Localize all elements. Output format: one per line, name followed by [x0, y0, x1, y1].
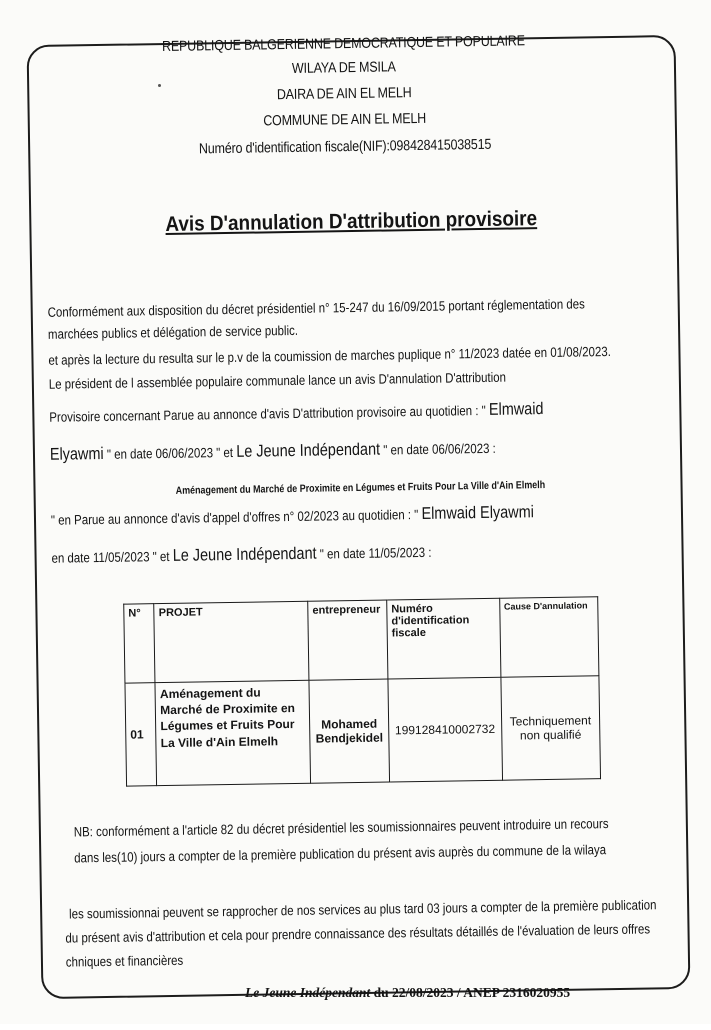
publication-footer: [245, 985, 570, 1001]
cell-cause: Techniquement non qualifié: [501, 676, 601, 781]
header-commune: COMMUNE DE AIN EL MELH: [263, 110, 427, 130]
body-line-6: [50, 438, 496, 465]
col-header-nif: Numéro d'identification fiscale: [387, 598, 501, 679]
body-line-3: et après la lecture du resulta sur le p.v de la coumission de marches puplique n° 11/2023 datée en 01/08/2023.: [48, 343, 611, 368]
col-header-cause: Cause D'annulation: [499, 597, 599, 678]
body-line-5-text: Provisoire concernant Parue au annonce d'avis D'attribution provisoire au quotidien : ": [49, 402, 486, 425]
cell-projet: Aménagement du Marché de Proximite en Légumes et Fruits Pour La Ville d'Ain Elmelh: [155, 680, 310, 785]
newspaper-name: Le Jeune Indépendant: [172, 543, 317, 565]
body-line-8-text: en date 11/05/2023 " et: [51, 548, 170, 566]
header-republic: REPUBLIQUE BALGERIENNE DEMOCRATIQUE ET POPULAIRE: [161, 33, 525, 55]
col-header-entrepreneur: entrepreneur: [308, 600, 388, 680]
col-header-projet: PROJET: [154, 601, 309, 682]
nb-line-2: dans les(10) jours a compter de la première publication du présent avis auprès du commune de la wilaya: [74, 842, 607, 866]
notice-title: Avis D'annulation D'attribution provisoire: [165, 207, 538, 236]
newspaper-name: Le Jeune Indépendant: [236, 439, 381, 461]
table-row: [125, 676, 601, 786]
project-name: Aménagement du Marché de Proximite en Légumes et Fruits Pour La Ville d'Ain Elmelh: [175, 479, 546, 497]
body-line-8: [51, 542, 431, 568]
info-line-2: du présent avis d'attribution et cela pour prendre connaissance des résultats détaillés de l'évaluation de leurs offres: [65, 921, 651, 946]
body-line-8-date: " en date 11/05/2023 :: [319, 544, 432, 562]
cell-entrepreneur: Mohamed Bendjekidel: [309, 679, 389, 783]
info-line-3: chniques et financières: [65, 952, 184, 970]
table-header-row: [124, 597, 599, 683]
footer-ref: du 22/08/2023 / ANEP 2316020955: [373, 985, 571, 1000]
col-header-no: N°: [124, 604, 156, 683]
body-line-1: Conformément aux disposition du décret présidentiel n° 15-247 du 16/09/2015 portant réglementation des: [47, 296, 585, 320]
nb-line-1: NB: conformément a l'article 82 du décret présidentiel les soumissionnaires peuvent introduire un recours: [73, 816, 609, 840]
cell-no: 01: [125, 683, 157, 786]
footer-newspaper: Le Jeune Indépendant: [245, 985, 371, 1000]
body-line-7: [51, 502, 534, 530]
newspaper-name: Elmwaid Elyawmi: [421, 502, 535, 523]
header-nif: Numéro d'identification fiscale(NIF):098428415038515: [198, 136, 492, 158]
body-line-5: [49, 399, 544, 427]
body-line-2: marchées publics et délégation de service public.: [47, 322, 299, 342]
newspaper-name: Elyawmi: [49, 443, 104, 464]
body-line-7-text: " en Parue au annonce d'avis d'appel d'offres n° 02/2023 au quotidien : ": [50, 507, 419, 528]
body-line-6-date: " en date 06/06/2023 :: [383, 440, 496, 458]
header-wilaya: WILAYA DE MSILA: [291, 59, 396, 77]
annulation-table: [123, 596, 601, 786]
body-line-4: Le président de l assemblée populaire communale lance un avis D'annulation D'attribution: [48, 369, 507, 392]
header-daira: DAIRA DE AIN EL MELH: [276, 85, 412, 104]
cell-nif: 199128410002732: [388, 677, 502, 782]
body-line-6-text: " en date 06/06/2023 " et: [106, 444, 234, 462]
newspaper-name: Elmwaid: [488, 399, 544, 419]
info-line-1: les soumissionnai peuvent se rapprocher de nos services au plus tard 03 jours a compter de la première publication: [68, 897, 657, 922]
